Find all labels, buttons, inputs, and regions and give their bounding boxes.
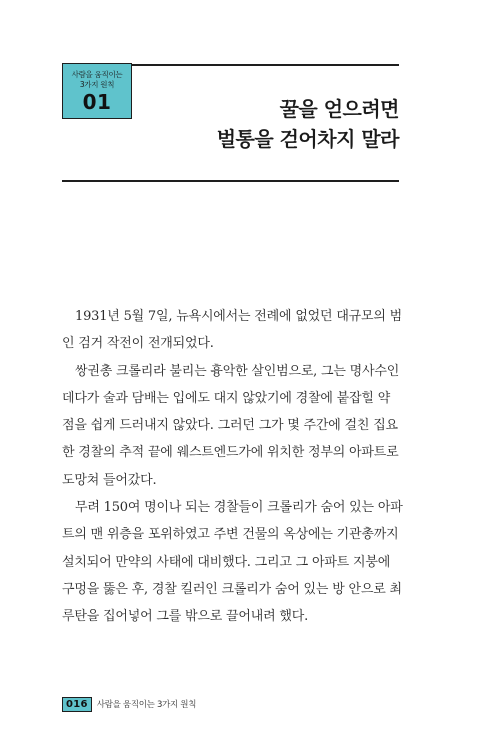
page-number: 016 [62, 697, 92, 712]
body-line: 데다가 술과 담배는 입에도 대지 않았기에 경찰에 붙잡힐 약 [62, 390, 391, 406]
body-line: 구멍을 뚫은 후, 경찰 킬러인 크롤리가 숨어 있는 방 안으로 최 [62, 581, 402, 597]
chapter-number: 01 [82, 90, 112, 114]
body-line: 트의 맨 위층을 포위하였고 주변 건물의 옥상에는 기관총까지 [62, 527, 399, 543]
chapter-badge-subtitle-line1: 사람을 움직이는 [71, 70, 123, 79]
body-line: 루탄을 집어넣어 그를 밖으로 끌어내려 했다. [62, 609, 309, 625]
body-line: 인 검거 작전이 전개되었다. [62, 336, 214, 352]
chapter-title-line1: 꿀을 얻으려면 [279, 97, 399, 121]
body-text [62, 303, 402, 631]
chapter-title-line2: 벌통을 걷어차지 말라 [216, 127, 399, 151]
chapter-badge [62, 63, 132, 119]
body-line: 한 경찰의 추적 끝에 웨스트엔드가에 위치한 정부의 아파트로 [62, 445, 399, 461]
body-line: 설치되어 만약의 사태에 대비했다. 그리고 그 아파트 지붕에 [62, 554, 391, 570]
body-line: 도망쳐 들어갔다. [62, 472, 157, 488]
chapter-badge-subtitle-line2: 3가지 원칙 [79, 80, 115, 89]
page-footer [62, 696, 196, 712]
chapter-title [217, 94, 399, 154]
running-title: 사람을 움직이는 3가지 원칙 [96, 700, 197, 710]
body-line: 무려 150여 명이나 되는 경찰들이 크롤리가 숨어 있는 아파 [75, 500, 403, 516]
body-line: 점을 쉽게 드러내지 않았다. 그러던 그가 몇 주간에 걸친 집요 [62, 418, 398, 434]
title-divider [62, 180, 399, 182]
body-line: 쌍권총 크롤리라 불리는 흉악한 살인범으로, 그는 명사수인 [75, 363, 400, 379]
chapter-badge-subtitle [63, 70, 131, 90]
top-divider [132, 64, 399, 66]
body-line: 1931년 5월 7일, 뉴욕시에서는 전례에 없었던 대규모의 범 [75, 309, 403, 324]
